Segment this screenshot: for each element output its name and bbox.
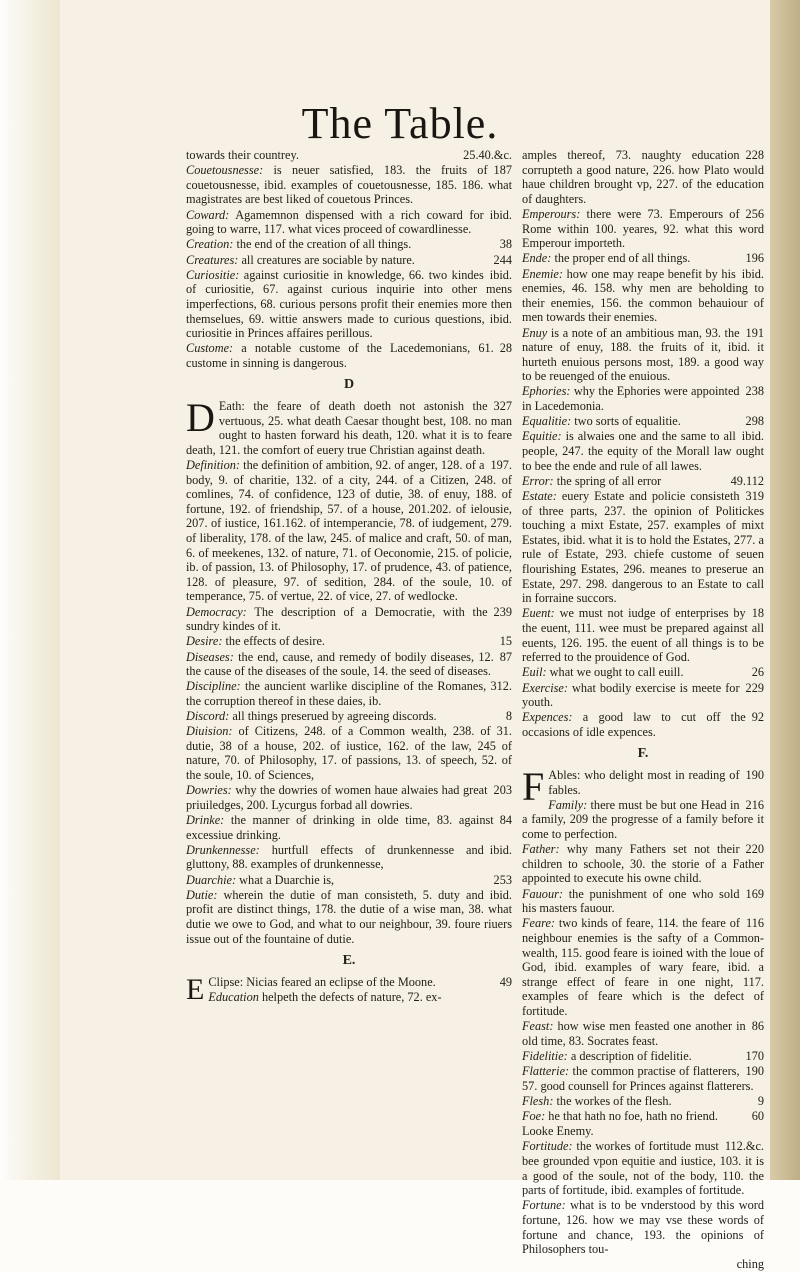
index-entry bbox=[522, 710, 764, 739]
entry-headword: Fidelitie: bbox=[522, 1048, 568, 1063]
index-entry bbox=[522, 798, 764, 842]
entry-text: is alwaies one and the same to all people, 247. the equity of the Morall law ought to bee the ende and rule of all lawes. bbox=[522, 429, 764, 473]
entry-headword: Emperours: bbox=[522, 206, 581, 221]
entry-text: euery Estate and policie consisteth of three parts, 237. the opinion of Politickes touching a mixt Estate, 257. examples of mixt Estates, ibid. what it is to hold the Estates, 277. a rule of Estate, 293. chiefe custome of seuen flourishing Estates, 296. meanes to preserue an Estate, 297. 298. dangerous to an Estate to call in forraine succors. bbox=[522, 489, 764, 606]
entry-text: what bodily exercise is meete for youth. bbox=[522, 680, 740, 710]
index-entry bbox=[186, 163, 512, 207]
entry-headword: Duarchie: bbox=[186, 872, 237, 887]
entry-text: the spring of all error bbox=[556, 473, 662, 488]
page-reference: 86 bbox=[751, 1019, 764, 1034]
entry-text: the common practise of flatterers, 57. good counsell for Princes against flatterers. bbox=[522, 1064, 754, 1093]
page-reference: 197. bbox=[490, 458, 512, 473]
catchword: ching bbox=[736, 1257, 764, 1272]
entry-text: Clipse: Nicias feared an eclipse of the Moone. bbox=[208, 974, 436, 989]
index-entry bbox=[522, 1019, 764, 1048]
dropcap-d: D bbox=[186, 395, 215, 441]
index-entry bbox=[186, 148, 512, 163]
entry-headword: Feast: bbox=[522, 1019, 554, 1034]
entry-text: the proper end of all things. bbox=[554, 251, 691, 266]
index-entry bbox=[186, 605, 512, 634]
entry-text: Ables: who delight most in reading of fables. bbox=[548, 768, 740, 797]
page-reference: 196 bbox=[745, 251, 764, 266]
page-reference: ibid. bbox=[741, 429, 764, 444]
f-entries bbox=[522, 764, 765, 1257]
entry-text: the end of the creation of all things. bbox=[236, 237, 412, 252]
index-entry bbox=[522, 251, 764, 266]
entry-text: amples thereof, 73. naughty education corrupteth a good nature, 226. how Plato would haue children brought vp, 227. of the education of daughters. bbox=[522, 148, 764, 206]
page-reference: 191 bbox=[745, 325, 764, 340]
entry-text: the manner of drinking in olde time, 83. against excessiue drinking. bbox=[186, 813, 494, 842]
index-entry bbox=[522, 1124, 764, 1139]
entry-text: what we ought to call euill. bbox=[549, 665, 684, 680]
entry-text: all things preserued by agreeing discords. bbox=[232, 709, 437, 724]
entry-headword: Feare: bbox=[522, 916, 555, 931]
entry-text: Eath: the feare of death doeth not astonish the vertuous, 25. what death Caesar thought best, 108. no man ought to hasten forward his death, 120. what it is to feare death, 121. the comfort of euery true Christian against death. bbox=[186, 399, 512, 457]
page-reference: 49.112 bbox=[730, 473, 764, 488]
index-entry bbox=[522, 768, 764, 797]
entry-headword: Family: bbox=[548, 797, 588, 812]
entry-headword: Couetousnesse: bbox=[186, 163, 264, 178]
page-reference: 256 bbox=[745, 206, 764, 221]
entry-text: the effects of desire. bbox=[225, 634, 325, 649]
entry-headword: Education bbox=[208, 989, 259, 1004]
index-entry bbox=[522, 148, 764, 206]
page-reference: 92 bbox=[751, 710, 764, 725]
index-entry bbox=[522, 326, 764, 384]
index-entry bbox=[186, 395, 512, 457]
page-reference: 8 bbox=[505, 709, 512, 724]
index-entry bbox=[522, 384, 764, 413]
e-entries bbox=[186, 972, 512, 1006]
page-reference: 26 bbox=[751, 665, 764, 680]
entry-text: why many Fathers set not their children to schoole, 30. the storie of a Father appointed to execute his owne child. bbox=[522, 842, 764, 886]
page-reference: 238 bbox=[745, 384, 764, 399]
index-entry bbox=[186, 843, 512, 872]
page-reference: 84 bbox=[499, 813, 512, 828]
dropcap-e: E bbox=[186, 972, 205, 1006]
index-entry bbox=[522, 474, 764, 489]
index-entry bbox=[522, 207, 764, 251]
index-entry bbox=[186, 679, 512, 708]
entry-text: is neuer satisfied, 183. the fruits of couetousnesse, ibid. examples of couetousnesse, 185. 186. what magistrates are best liked of couetous Princes. bbox=[186, 163, 512, 207]
index-entry bbox=[522, 1094, 764, 1109]
index-entry bbox=[522, 414, 764, 429]
entry-headword: Diseases: bbox=[186, 649, 234, 664]
entry-text: wherein the dutie of man consisteth, 5. duty and profit are distinct things, 178. the dutie of a wise man, 38. what dutie we owe to God, and what to our neighbour, 39. foure riuers issue out of the fountaine of dutie. bbox=[186, 887, 512, 946]
page-reference: ibid. bbox=[489, 267, 512, 282]
entry-text: helpeth the defects of nature, 72. ex- bbox=[261, 989, 442, 1004]
page-reference: ibid. bbox=[489, 207, 512, 222]
entry-headword: Drinke: bbox=[186, 813, 225, 828]
index-entry bbox=[186, 724, 512, 782]
dropcap-f: F bbox=[522, 764, 545, 810]
entry-headword: Definition: bbox=[186, 458, 240, 473]
entry-headword: Desire: bbox=[186, 634, 223, 649]
page-reference: ibid. bbox=[489, 887, 512, 902]
entry-text: the workes of the flesh. bbox=[556, 1093, 672, 1108]
page-reference: 18 bbox=[751, 606, 764, 621]
entry-text: how one may reape benefit by his enemies, 46. 158. why men are beholding to their enemies, 156. the common behauiour of men towards their enemies. bbox=[522, 266, 764, 325]
entry-text: all creatures are sociable by nature. bbox=[241, 252, 415, 267]
index-entry bbox=[186, 268, 512, 341]
page-reference: 298 bbox=[745, 414, 764, 429]
page-reference: 15 bbox=[499, 634, 512, 649]
index-entry bbox=[186, 237, 512, 252]
entry-headword: Fortune: bbox=[522, 1198, 566, 1213]
page-edge bbox=[770, 0, 800, 1180]
entry-headword: Equalitie: bbox=[522, 414, 572, 429]
index-entry bbox=[186, 873, 512, 888]
entry-headword: Dowries: bbox=[186, 783, 232, 798]
page-reference: 31. bbox=[496, 724, 512, 739]
entry-text: Agamemnon dispensed with a rich coward for going to warre, 117. what vices proceed of cowardlinesse. bbox=[186, 207, 484, 237]
index-entry bbox=[186, 709, 512, 724]
entry-text: is a note of an ambitious man, 93. the nature of enuy, 188. the fruits of it, ibid. it hurteth enuious persons most, 189. a good way to be reuenged of the enuious. bbox=[522, 325, 764, 384]
page-reference: 112.&c. bbox=[724, 1139, 764, 1154]
entry-headword: Creation: bbox=[186, 237, 234, 252]
page-reference: 239 bbox=[493, 604, 512, 619]
index-entry bbox=[186, 341, 512, 370]
entry-text: Looke Enemy. bbox=[522, 1124, 594, 1139]
entry-headword: Dutie: bbox=[186, 887, 218, 902]
left-column bbox=[186, 148, 512, 1005]
entry-headword: Curiositie: bbox=[186, 267, 240, 282]
index-entry bbox=[522, 1139, 764, 1197]
index-entry bbox=[522, 887, 764, 916]
left-c-entries bbox=[186, 148, 512, 370]
index-entry bbox=[186, 783, 512, 812]
d-entries bbox=[186, 395, 512, 946]
section-letter-f: F. bbox=[637, 746, 649, 762]
entry-headword: Democracy: bbox=[186, 604, 247, 619]
entry-headword: Ephories: bbox=[522, 384, 571, 399]
page-reference: 216 bbox=[745, 797, 764, 812]
entry-text: towards their countrey. bbox=[186, 148, 299, 162]
entry-headword: Diuision: bbox=[186, 724, 233, 739]
section-letter-e: E. bbox=[342, 953, 356, 969]
index-entry bbox=[522, 429, 764, 473]
entry-headword: Error: bbox=[522, 473, 554, 488]
right-e-entries bbox=[522, 148, 764, 739]
index-entry bbox=[186, 208, 512, 237]
entry-headword: Euil: bbox=[522, 665, 547, 680]
entry-headword: Exercise: bbox=[522, 680, 568, 695]
index-entry bbox=[186, 253, 512, 268]
entry-headword: Drunkennesse: bbox=[186, 842, 260, 857]
entry-text: of Citizens, 248. of a Common wealth, 238. of dutie, 38 of a house, 202. of iustice, 162. of the law, 245 of nature, 70. of Philosophy, 17. of passions, 13. of speech, 52. of the soule, 10. of Sciences, bbox=[186, 724, 512, 783]
entry-headword: Flatterie: bbox=[522, 1064, 570, 1079]
entry-headword: Flesh: bbox=[522, 1093, 554, 1108]
entry-headword: Discipline: bbox=[186, 679, 241, 694]
page-reference: ibid. bbox=[489, 842, 512, 857]
entry-text: there were 73. Emperours of Rome within 100. yeares, 92. what this word Emperour importeth. bbox=[522, 206, 764, 251]
index-entry bbox=[522, 665, 764, 680]
page-reference: 190 bbox=[745, 1064, 764, 1079]
page-reference: 187 bbox=[493, 163, 512, 178]
index-entry bbox=[186, 634, 512, 649]
entry-text: The description of a Democratie, with the sundry kindes of it. bbox=[186, 604, 488, 634]
page-reference: 253 bbox=[493, 872, 512, 887]
page-title: The Table. bbox=[301, 99, 499, 148]
entry-headword: Enuy bbox=[522, 325, 548, 340]
entry-text: how wise men feasted one another in old time, 83. Socrates feast. bbox=[522, 1019, 746, 1048]
page-reference: 116 bbox=[746, 916, 764, 931]
entry-text: there must be but one Head in a family, 209 the progresse of a family before it come to perfection. bbox=[522, 797, 764, 842]
entry-text: the definition of ambition, 92. of anger, 128. of a body, 9. of charitie, 132. of a city, 244. of a Citizen, 248. of comlines, 74. of confidence, 123 of dutie, 38. of enuy, 188. of fortune, 192. of friendship, 57. of a house, 201.202. of ielousie, 207. of iustice, 161.162. of intemperancie, 78. of iudgement, 279. of liberality, 178. of the law, 245. of malice and craft, 50. of man, 6. of meekenes, 132. of nature, 71. of Oeconomie, 215. of policie, ib. of passion, 13. of Philosophy, 17. of prudence, 43. of patience, 128. of pleasure, 97. of sedition, 284. of the soule, 10. of temperance, 75. of vertue, 22. of vice, 27. of wedlocke. bbox=[186, 458, 512, 604]
index-entry bbox=[186, 990, 512, 1005]
entry-headword: Ende: bbox=[522, 251, 552, 266]
page-reference: 28 bbox=[499, 341, 512, 356]
entry-text: against curiositie in knowledge, 66. two kindes of curiositie, 67. against curious inquirie into other mens imperfections, 68. curious persons profit their enemies more then themselues, 69. wittie answers made to curious questions, ibid. curiositie in Princes affaires perillous. bbox=[186, 267, 512, 341]
index-entry bbox=[522, 842, 764, 886]
page-reference: 228 bbox=[745, 148, 764, 162]
index-entry bbox=[522, 916, 764, 1018]
index-entry bbox=[186, 888, 512, 946]
index-entry bbox=[522, 1198, 764, 1256]
page-reference: 60 bbox=[751, 1109, 764, 1124]
index-entry bbox=[522, 1049, 764, 1064]
page-reference: 244 bbox=[493, 252, 512, 267]
index-entry bbox=[186, 813, 512, 842]
entry-text: two sorts of equalitie. bbox=[574, 414, 681, 429]
entry-text: the workes of fortitude must bee grounded vpon equitie and iustice, 103. it is a good of the soule, not of the body, 110. the parts of fortitude, ibid. examples of fortitude. bbox=[522, 1139, 764, 1198]
right-column bbox=[522, 148, 764, 1272]
entry-headword: Creatures: bbox=[186, 252, 239, 267]
entry-headword: Expences: bbox=[522, 710, 573, 725]
index-entry bbox=[186, 650, 512, 679]
index-entry bbox=[522, 1109, 764, 1124]
entry-headword: Discord: bbox=[186, 709, 230, 724]
page-reference: 38 bbox=[499, 237, 512, 252]
entry-headword: Equitie: bbox=[522, 429, 562, 444]
entry-headword: Fauour: bbox=[522, 886, 563, 901]
index-entry bbox=[186, 458, 512, 604]
page-reference: 319 bbox=[745, 489, 764, 503]
page-reference: ibid. bbox=[741, 266, 764, 281]
entry-headword: Father: bbox=[522, 842, 560, 857]
section-letter-d: D bbox=[343, 377, 355, 393]
entry-text: a good law to cut off the occasions of idle expences. bbox=[522, 710, 746, 739]
page-reference: 327 bbox=[493, 399, 512, 414]
entry-text: the auncient warlike discipline of the Romanes, 312. the corruption thereof in these daies, ib. bbox=[186, 679, 512, 708]
entry-text: what a Duarchie is, bbox=[239, 872, 335, 887]
index-entry bbox=[522, 489, 764, 606]
index-entry bbox=[522, 606, 764, 664]
entry-text: what is to be vnderstood by this word fortune, 126. how we may vse these words of fortune and chance, 193. the opinions of Philosophers tou- bbox=[522, 1198, 765, 1257]
index-entry bbox=[186, 975, 512, 990]
entry-text: a description of fidelitie. bbox=[570, 1048, 692, 1063]
page-reference: 49 bbox=[499, 974, 512, 989]
page-reference: 220 bbox=[745, 842, 764, 857]
entry-text: hurtfull effects of drunkennesse and gluttony, 88. examples of drunkennesse, bbox=[186, 842, 484, 872]
page-reference: 170 bbox=[745, 1048, 764, 1063]
index-entry bbox=[522, 1064, 764, 1093]
entry-headword: Estate: bbox=[522, 489, 557, 503]
page-reference: 203 bbox=[493, 783, 512, 798]
entry-text: a notable custome of the Lacedemonians, 61. custome in sinning is dangerous. bbox=[186, 341, 494, 370]
entry-headword: Fortitude: bbox=[522, 1139, 573, 1154]
entry-text: why the Ephories were appointed in Lacedemonia. bbox=[522, 384, 740, 414]
entry-text: two kinds of feare, 114. the feare of neighbour enemies is the safty of a Common-wealth, 115. good feare is ioined with the loue of God, ibid. examples of wary feare, ibid. a strange effect of feare in one night, 117. examples of feare which is the defect of fortitude. bbox=[522, 916, 764, 1018]
entry-headword: Euent: bbox=[522, 606, 555, 621]
entry-headword: Custome: bbox=[186, 341, 234, 356]
page-reference: 87 bbox=[499, 649, 512, 664]
entry-headword: Coward: bbox=[186, 207, 230, 222]
index-entry bbox=[522, 681, 764, 710]
entry-text: he that hath no foe, hath no friend. bbox=[548, 1109, 719, 1124]
entry-headword: Enemie: bbox=[522, 266, 563, 281]
entry-headword: Foe: bbox=[522, 1109, 546, 1124]
entry-text: the punishment of one who sold his masters fauour. bbox=[522, 886, 740, 916]
page-reference: 169 bbox=[745, 886, 764, 901]
page-reference: 25.40.&c. bbox=[463, 148, 512, 162]
entry-text: why the dowries of women haue alwaies had great priuiledges, 200. Lycurgus forbad all dowries. bbox=[186, 783, 488, 812]
index-entry bbox=[522, 267, 764, 325]
entry-text: the end, cause, and remedy of bodily diseases, 12. the cause of the diseases of the soule, 14. the seed of diseases. bbox=[186, 649, 494, 679]
page-reference: 9 bbox=[757, 1093, 764, 1108]
page-gutter bbox=[0, 0, 60, 1180]
entry-text: we must not iudge of enterprises by the euent, 111. wee must be prepared against all euents, 126. 195. the euent of all things is to be referred to the prouidence of God. bbox=[522, 606, 764, 665]
page-reference: 190 bbox=[745, 768, 764, 783]
page-reference: 229 bbox=[745, 680, 764, 695]
